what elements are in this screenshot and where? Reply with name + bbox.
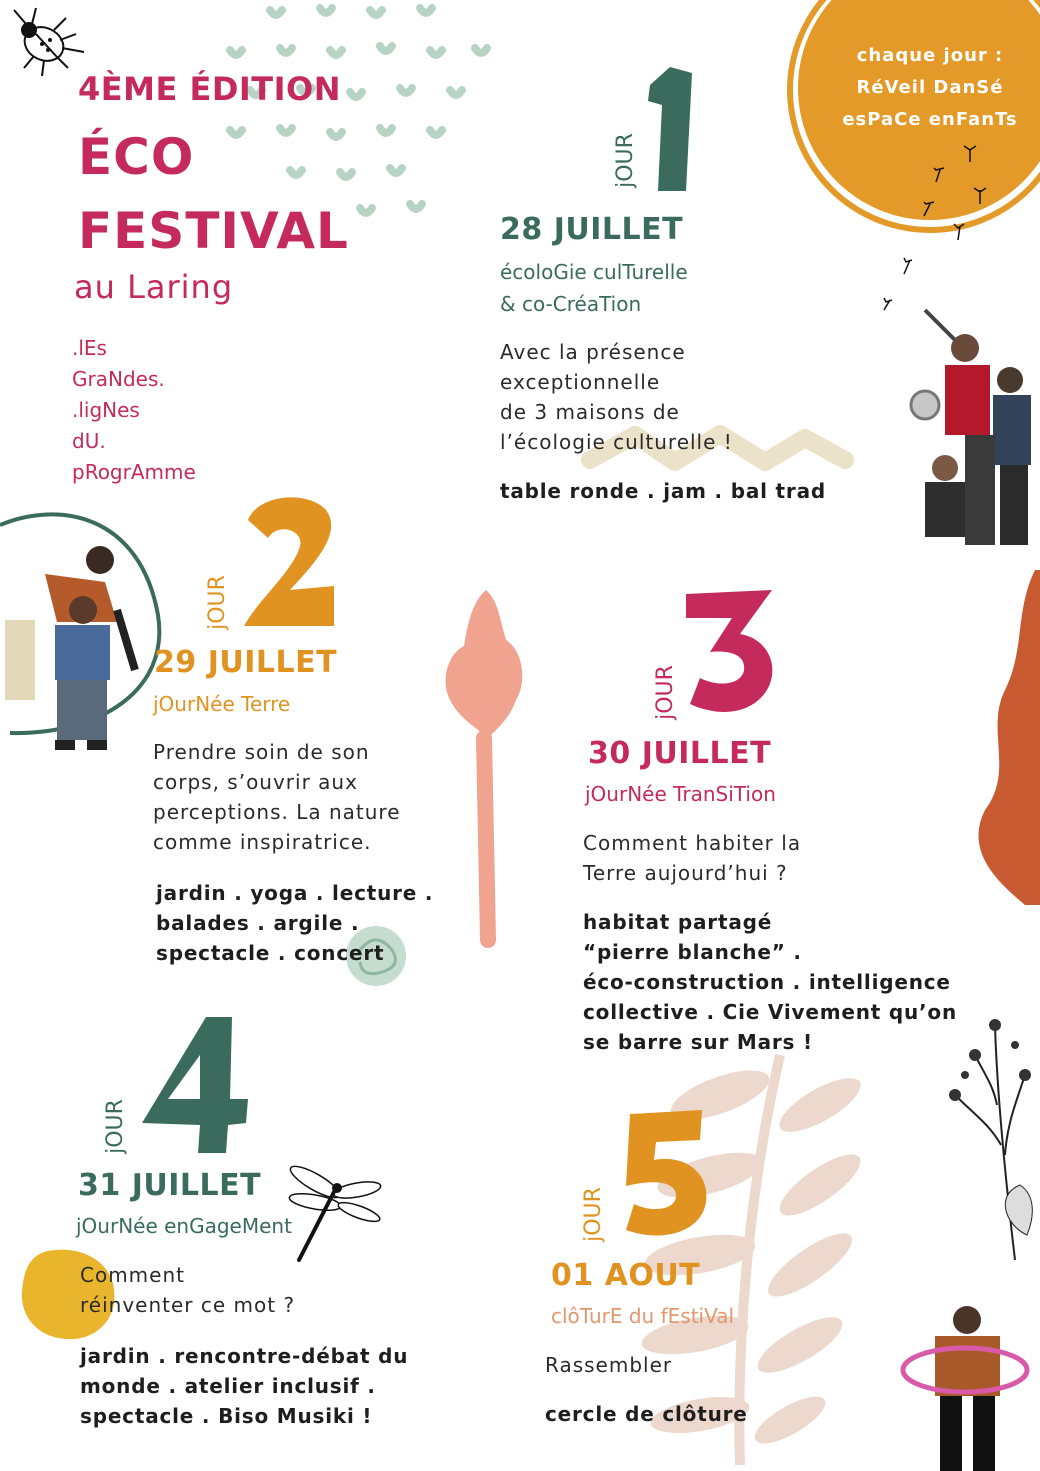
- desc-line: perceptions. La nature: [153, 800, 401, 824]
- desc-line: réinventer ce mot ?: [80, 1293, 296, 1317]
- day-5-activities: [545, 1399, 748, 1429]
- festival-title-line1: ÉCO: [78, 128, 195, 186]
- programme-line: pRogrAmme: [72, 460, 196, 484]
- festival-subtitle: au Laring: [74, 268, 234, 306]
- edition-label: 4ÈME ÉDITION: [78, 70, 342, 108]
- activity-line: spectacle . Biso Musiki !: [80, 1404, 373, 1428]
- day-5-number: [610, 1110, 710, 1240]
- day-1-number: [640, 65, 700, 195]
- theme-line: jOurNée Terre: [153, 692, 291, 716]
- programme-line: .ligNes: [72, 398, 140, 422]
- activity-line: collective . Cie Vivement qu’on: [583, 1000, 958, 1024]
- activity-line: spectacle . concert: [156, 941, 385, 965]
- desc-line: Rassembler: [545, 1353, 673, 1377]
- desc-line: Comment habiter la: [583, 831, 802, 855]
- day-2-description: [153, 737, 401, 857]
- activity-line: table ronde . jam . bal trad: [500, 479, 826, 503]
- people-photo-couple: [5, 540, 155, 755]
- desc-line: comme inspiratrice.: [153, 830, 372, 854]
- desc-line: de 3 maisons de: [500, 400, 680, 424]
- dragonfly-icon: [285, 1160, 385, 1265]
- day-1-theme: [500, 256, 688, 320]
- activity-line: “pierre blanche” .: [583, 940, 802, 964]
- day-3-description: [583, 828, 801, 888]
- activity-line: jardin . yoga . lecture .: [156, 881, 434, 905]
- theme-line: jOurNée TranSiTion: [585, 782, 776, 806]
- people-photo-hoop: [895, 1300, 1040, 1471]
- festival-title-line2: FESTIVAL: [78, 202, 349, 260]
- rose-flower-icon: [440, 590, 530, 950]
- day-2-jour-label: jOUR: [204, 575, 230, 630]
- day-5-date: 01 AOUT: [551, 1258, 701, 1293]
- activity-line: jardin . rencontre-débat du: [80, 1344, 409, 1368]
- programme-line: dU.: [72, 429, 106, 453]
- daily-line: RéVeil DanSé: [856, 77, 1004, 98]
- activity-line: cercle de clôture: [545, 1402, 748, 1426]
- day-2-number: [238, 490, 338, 630]
- day-3-jour-label: jOUR: [652, 665, 678, 720]
- day-5-description: [545, 1350, 672, 1380]
- day-4-number: [140, 1015, 250, 1155]
- programme-line: .lEs: [72, 336, 107, 360]
- activity-line: éco-construction . intelligence: [583, 970, 951, 994]
- daily-line: esPaCe enFanTs: [842, 109, 1018, 130]
- desc-line: Avec la présence: [500, 340, 686, 364]
- theme-line: & co-CréaTion: [500, 292, 642, 316]
- daily-line: chaque jour :: [856, 45, 1004, 66]
- day-5-theme: [551, 1300, 734, 1332]
- day-4-date: 31 JUILLET: [78, 1168, 262, 1203]
- activity-line: balades . argile .: [156, 911, 360, 935]
- daily-activities: [820, 40, 1040, 136]
- day-2-activities: [156, 878, 433, 968]
- theme-line: clôTurE du fEstiVal: [551, 1304, 735, 1328]
- orange-leaf-icon: [965, 570, 1040, 910]
- desc-line: corps, s’ouvrir aux: [153, 770, 358, 794]
- day-4-jour-label: jOUR: [102, 1099, 128, 1154]
- day-4-description: [80, 1260, 295, 1320]
- programme-heading: [72, 333, 196, 488]
- activity-line: se barre sur Mars !: [583, 1030, 813, 1054]
- theme-line: écoloGie culTurelle: [500, 260, 688, 284]
- day-1-date: 28 JUILLET: [500, 212, 684, 247]
- day-1-jour-label: jOUR: [612, 133, 638, 188]
- programme-line: GraNdes.: [72, 367, 165, 391]
- day-3-number: [680, 588, 780, 718]
- desc-line: Prendre soin de son: [153, 740, 370, 764]
- day-4-theme: [76, 1210, 292, 1242]
- theme-line: jOurNée enGageMent: [76, 1214, 292, 1238]
- day-5-jour-label: jOUR: [580, 1187, 606, 1242]
- desc-line: Comment: [80, 1263, 185, 1287]
- desc-line: exceptionnelle: [500, 370, 661, 394]
- day-2-date: 29 JUILLET: [154, 645, 338, 680]
- activity-line: monde . atelier inclusif .: [80, 1374, 376, 1398]
- day-1-description: [500, 337, 733, 457]
- day-2-theme: [153, 688, 290, 720]
- desc-line: Terre aujourd’hui ?: [583, 861, 788, 885]
- people-photo-group: [905, 300, 1040, 555]
- day-3-theme: [585, 778, 776, 810]
- day-3-activities: [583, 907, 957, 1057]
- day-3-date: 30 JUILLET: [588, 736, 772, 771]
- day-4-activities: [80, 1341, 408, 1431]
- desc-line: l’écologie culturelle !: [500, 430, 733, 454]
- activity-line: habitat partagé: [583, 910, 773, 934]
- day-1-activities: [500, 476, 826, 506]
- dandelion-seeds-icon: [870, 140, 1020, 320]
